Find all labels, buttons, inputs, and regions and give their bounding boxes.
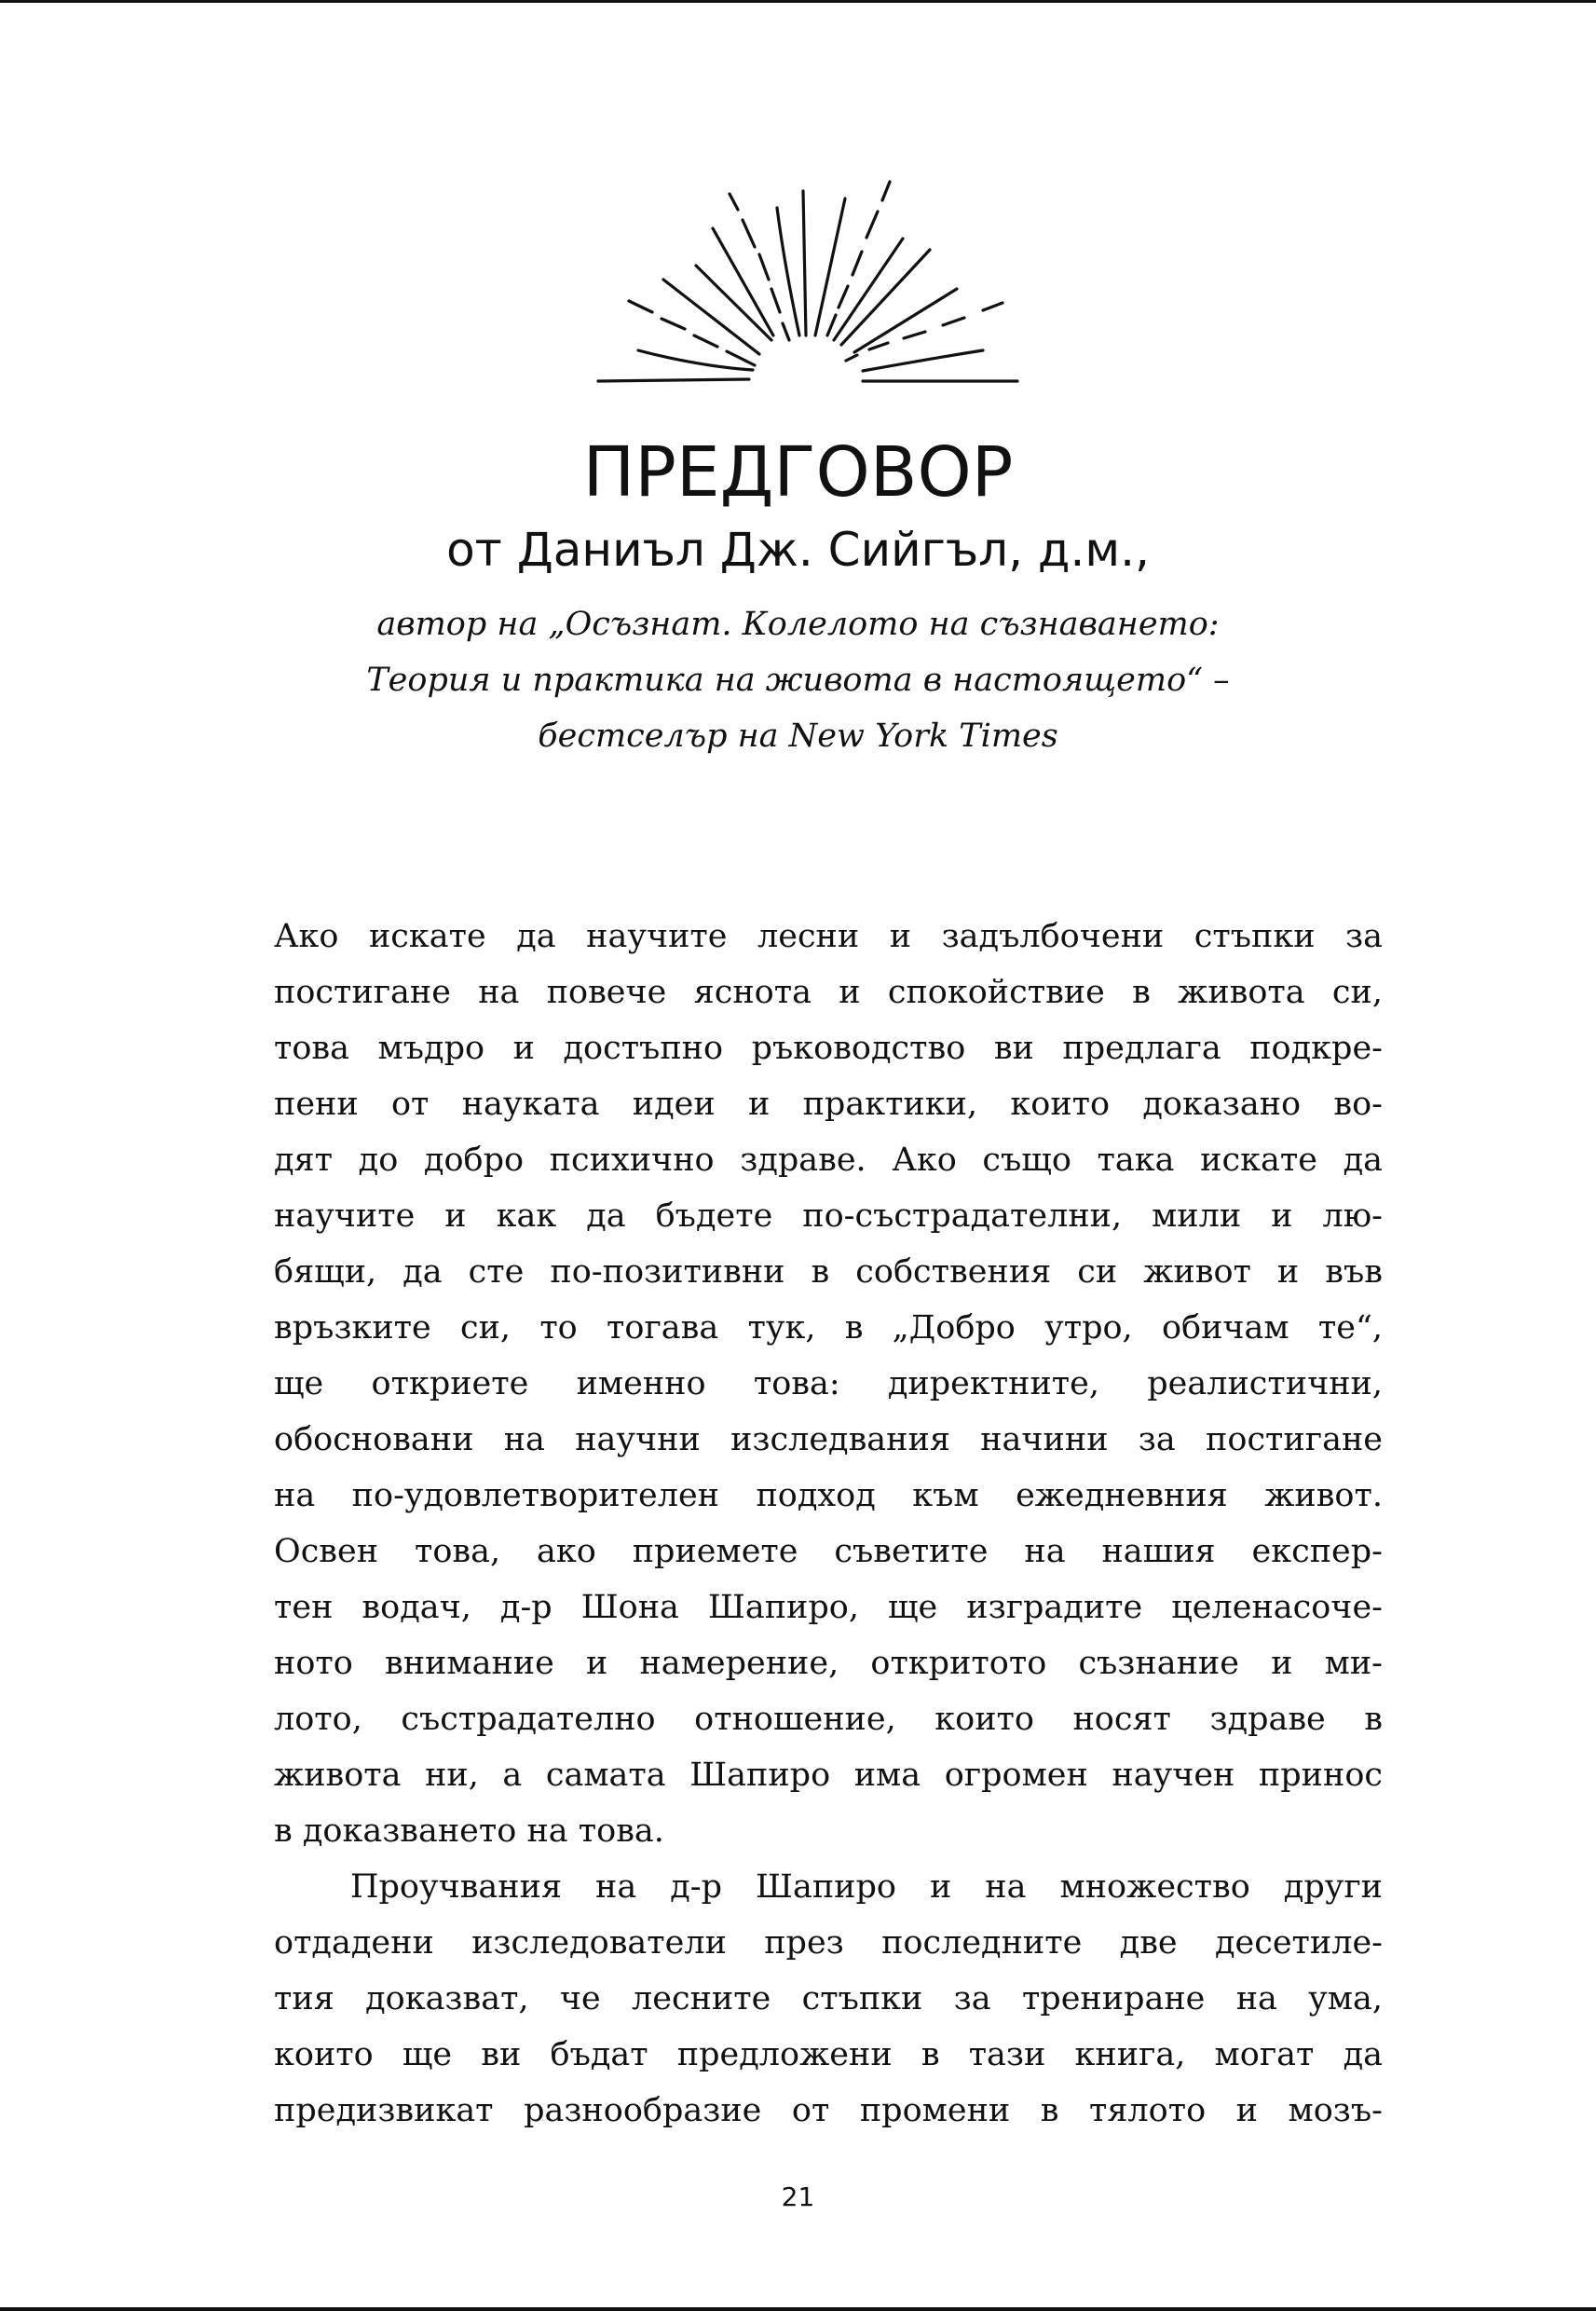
chapter-title: ПРЕДГОВОР — [582, 432, 1014, 513]
paragraph — [274, 909, 1383, 1859]
ornament-ray — [694, 335, 717, 347]
text-line: ното внимание и намерение, откритото съзнание и ми- — [274, 1645, 1383, 1682]
text-line: ще откриете именно това: директните, реалистични, — [274, 1365, 1383, 1402]
text-line: дят до добро психично здраве. Ако също така искате да — [274, 1142, 1383, 1179]
ornament-ray — [854, 289, 957, 352]
text-line: бящи, да сте по-позитивни в собствения си живот и във — [274, 1253, 1383, 1291]
ornament-ray — [863, 350, 983, 371]
ornament-ray — [713, 228, 773, 335]
author-credit-line: бестселър на New York Times — [538, 718, 1058, 755]
ornament-ray — [983, 303, 1003, 310]
text-line: които ще ви бъдат предложени в тази книга, могат да — [274, 2036, 1383, 2073]
text-line: Освен това, ако приемете съветите на нашия експер- — [274, 1533, 1383, 1570]
text-line: Ако искате да научите лесни и задълбочени стъпки за — [274, 918, 1383, 955]
text-line: това мъдро и достъпно ръководство ви предлага подкре- — [274, 1030, 1383, 1067]
paragraph — [274, 1859, 1383, 2139]
page-number: 21 — [781, 2181, 815, 2212]
text-line: връзките си, то тогава тук, в „Добро утро, обичам те“, — [274, 1309, 1383, 1347]
author-credit — [0, 596, 1596, 764]
ornament-ray — [943, 318, 964, 325]
text-line: научите и как да бъдете по-състрадателни, мили и лю- — [274, 1197, 1383, 1235]
text-line: предизвикат разнообразие от промени в тялото и мозъ- — [274, 2092, 1383, 2129]
text-line: тия доказват, че лесните стъпки за трениране на ума, — [274, 1980, 1383, 2017]
ornament-ray — [629, 301, 652, 312]
text-line: Проучвания на д-р Шапиро и на множество други — [350, 1868, 1383, 1906]
text-line: лото, състрадателно отношение, които носят здраве в — [274, 1701, 1383, 1738]
ornament-ray — [827, 315, 836, 335]
page-bottom-edge — [0, 2307, 1596, 2311]
ornament-ray — [730, 194, 738, 210]
body-text — [274, 909, 1383, 2139]
ornament-baseline-left — [598, 379, 749, 381]
text-line: постигане на повече яснота и спокойствие в живота си, — [274, 974, 1383, 1011]
text-line: на по-удовлетворителен подход към ежедневния живот. — [274, 1477, 1383, 1514]
author-credit-line: Теория и практика на живота в настоящето“ – — [366, 662, 1230, 699]
ornament-ray — [777, 208, 799, 335]
ornament-ray — [771, 289, 780, 312]
ornament-ray — [839, 286, 848, 308]
ornament-ray — [882, 182, 890, 200]
ornament-ray — [696, 266, 771, 340]
ornament-ray — [853, 252, 862, 275]
ornament-ray — [904, 332, 925, 338]
ornament-ray — [783, 323, 789, 340]
ornament-ray — [638, 350, 753, 370]
text-line: в доказването на това. — [274, 1812, 664, 1850]
ornament-ray — [869, 343, 888, 349]
ornament-ray — [743, 220, 755, 247]
sunburst-icon — [587, 163, 1071, 391]
ornament-ray — [759, 254, 769, 280]
text-line: пени от науката идеи и практики, които доказано во- — [274, 1086, 1383, 1123]
chapter-author-line: от Даниъл Дж. Сийгъл, д.м., — [446, 523, 1150, 577]
ornament-ray — [815, 198, 845, 335]
ornament-ray — [727, 351, 755, 365]
text-line: тен водач, д-р Шона Шапиро, ще изградите целенасоче- — [274, 1589, 1383, 1626]
ornament-ray — [803, 191, 806, 335]
page-top-edge — [0, 0, 1596, 3]
ornament-ray — [846, 355, 857, 361]
ornament-ray — [866, 212, 878, 238]
author-credit-line: автор на „Осъзнат. Колелото на съзнаването: — [376, 606, 1220, 643]
text-line: отдадени изследователи през последните две десетиле- — [274, 1924, 1383, 1962]
text-line: живота ни, а самата Шапиро има огромен научен принос — [274, 1757, 1383, 1794]
text-line: обосновани на научни изследвания начини за постигане — [274, 1421, 1383, 1458]
ornament-ray — [662, 319, 685, 329]
